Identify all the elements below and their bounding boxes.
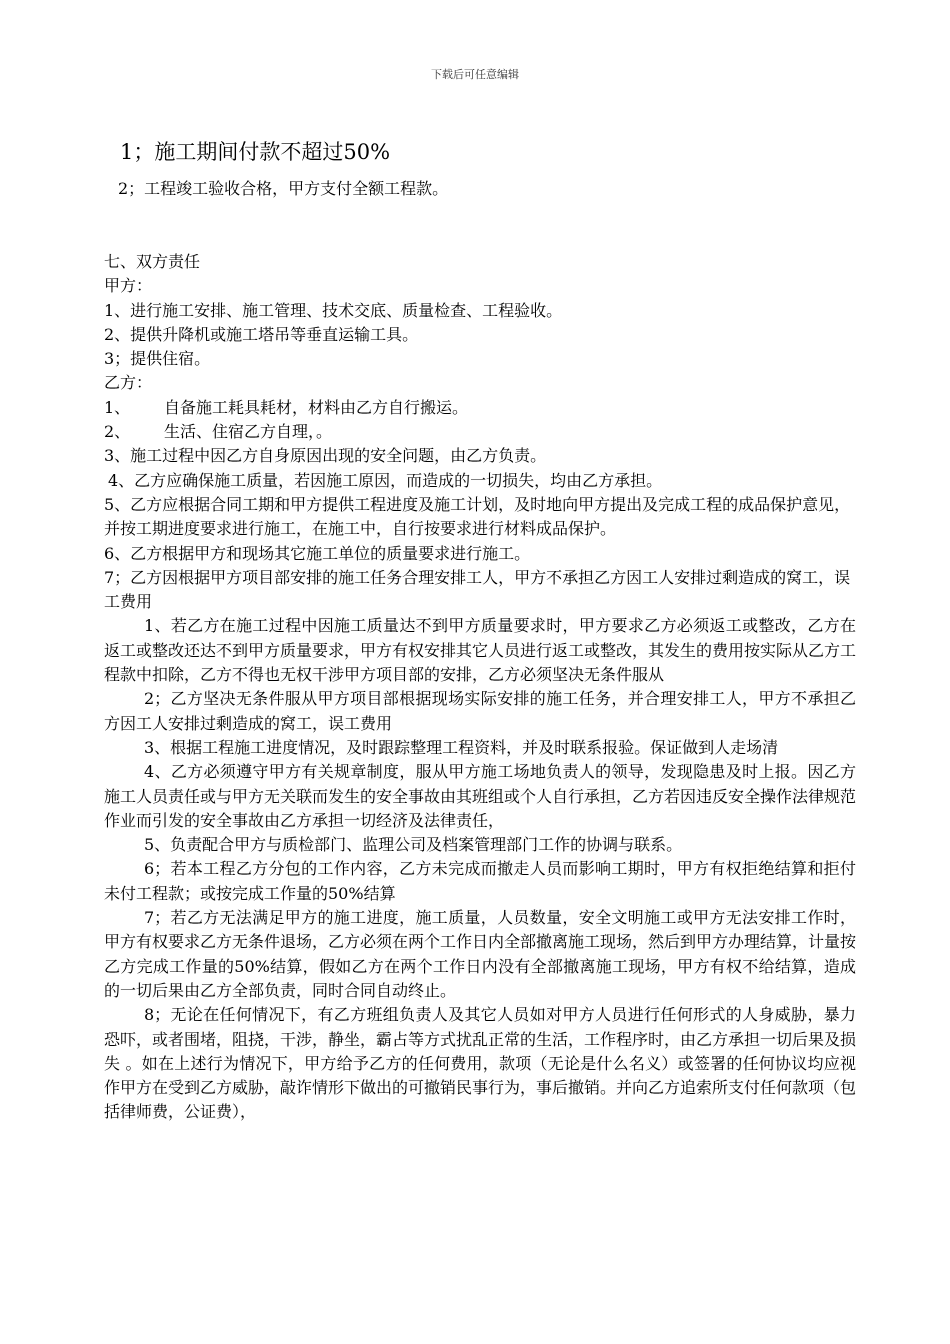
item-text: 生活、住宿乙方自理，。 bbox=[164, 422, 333, 442]
clause-paragraph: 2；乙方坚决无条件服从甲方项目部根据现场实际安排的施工任务，并合理安排工人，甲方不承担乙方因工人安排过剩造成的窝工，误工费用 bbox=[104, 689, 856, 733]
clause-paragraph: 8；无论在任何情况下，有乙方班组负责人及其它人员如对甲方人员进行任何形式的人身威胁，暴力恐吓，或者围堵，阻挠，干涉，静坐，霸占等方式扰乱正常的生活，工作程序时，由乙方承担一切后果及损失 。如在上述行为情况下，甲方给予乙方的任何费用，款项（无论是什么名义）或签署的任何协议均应视作甲方在受到乙方威胁，敲诈情形下做出的可撤销民事行为，事后撤销。并向乙方追索所支付任何款项（包括律师费，公证费）， bbox=[104, 1005, 857, 1122]
section-title: 七、双方责任 bbox=[104, 252, 201, 271]
clause-paragraph: 1、若乙方在施工过程中因施工质量达不到甲方质量要求时，甲方要求乙方必须返工或整改，乙方在返工或整改还达不到甲方质量要求，甲方有权安排其它人员进行返工或整改，其发生的费用按实际从乙方工程款中扣除，乙方不得也无权干涉甲方项目部的安排，乙方必须坚决无条件服从 bbox=[104, 616, 857, 685]
party-b-item: 3、施工过程中因乙方自身原因出现的安全问题，由乙方负责。 bbox=[104, 446, 547, 466]
item-number: 1、 bbox=[104, 397, 131, 417]
party-a-item: 2、提供升降机或施工塔吊等垂直运输工具。 bbox=[104, 324, 419, 344]
payment-term-2: 2；工程竣工验收合格，甲方支付全额工程款。 bbox=[118, 179, 449, 198]
party-b-item: 4、乙方应确保施工质量，若因施工原因，而造成的一切损失，均由乙方承担。 bbox=[108, 470, 663, 490]
party-b-item: 6、乙方根据甲方和现场其它施工单位的质量要求进行施工。 bbox=[104, 543, 531, 563]
item-text: 自备施工耗具耗材，材料由乙方自行搬运。 bbox=[164, 397, 469, 417]
party-b-label: 乙方： bbox=[104, 373, 153, 393]
clause-paragraph: 7；若乙方无法满足甲方的施工进度，施工质量，人员数量，安全文明施工或甲方无法安排工作时，甲方有权要求乙方无条件退场，乙方必须在两个工作日内全部撤离施工现场，然后到甲方办理结算，计量按乙方完成工作量的50%结算，假如乙方在两个工作日内没有全部撤离施工现场，甲方有权不给结算，造成的一切后果由乙方全部负责，同时合同自动终止。 bbox=[104, 908, 857, 1000]
party-a-item: 3；提供住宿。 bbox=[104, 349, 211, 369]
page-header: 下载后可任意编辑 bbox=[431, 68, 519, 81]
party-b-item bbox=[104, 420, 856, 444]
clause-paragraph: 4、乙方必须遵守甲方有关规章制度，服从甲方施工场地负责人的领导，发现隐患及时上报。因乙方施工人员责任或与甲方无关联而发生的安全事故由其班组或个人自行承担，乙方若因违反安全操作法律规范作业而引发的安全事故由乙方承担一切经济及法律责任， bbox=[104, 762, 857, 830]
party-b-item bbox=[104, 396, 856, 420]
party-a-label: 甲方： bbox=[104, 276, 153, 296]
party-b-item: 5、乙方应根据合同工期和甲方提供工程进度及施工计划，及时地向甲方提出及完成工程的成品保护意见，并按工期进度要求进行施工，在施工中，自行按要求进行材料成品保护。 bbox=[104, 494, 851, 539]
responsibilities-section bbox=[104, 250, 856, 1125]
clause-paragraph: 5、负责配合甲方与质检部门、监理公司及档案管理部门工作的协调与联系。 bbox=[144, 835, 683, 855]
party-b-item: 7；乙方因根据甲方项目部安排的施工任务合理安排工人，甲方不承担乙方因工人安排过剩造成的窝工，误工费用 bbox=[104, 567, 851, 612]
clause-paragraph: 3、根据工程施工进度情况，及时跟踪整理工程资料，并及时联系报验。保证做到人走场清 bbox=[144, 737, 779, 757]
party-a-item: 1、进行施工安排、施工管理、技术交底、质量检查、工程验收。 bbox=[104, 300, 563, 320]
payment-term-1: 1；施工期间付款不超过50% bbox=[120, 140, 391, 164]
item-number: 2、 bbox=[104, 422, 131, 442]
clause-paragraph: 6；若本工程乙方分包的工作内容，乙方未完成而撤走人员而影响工期时，甲方有权拒绝结算和拒付未付工程款；或按完成工作量的50%结算 bbox=[104, 859, 856, 903]
